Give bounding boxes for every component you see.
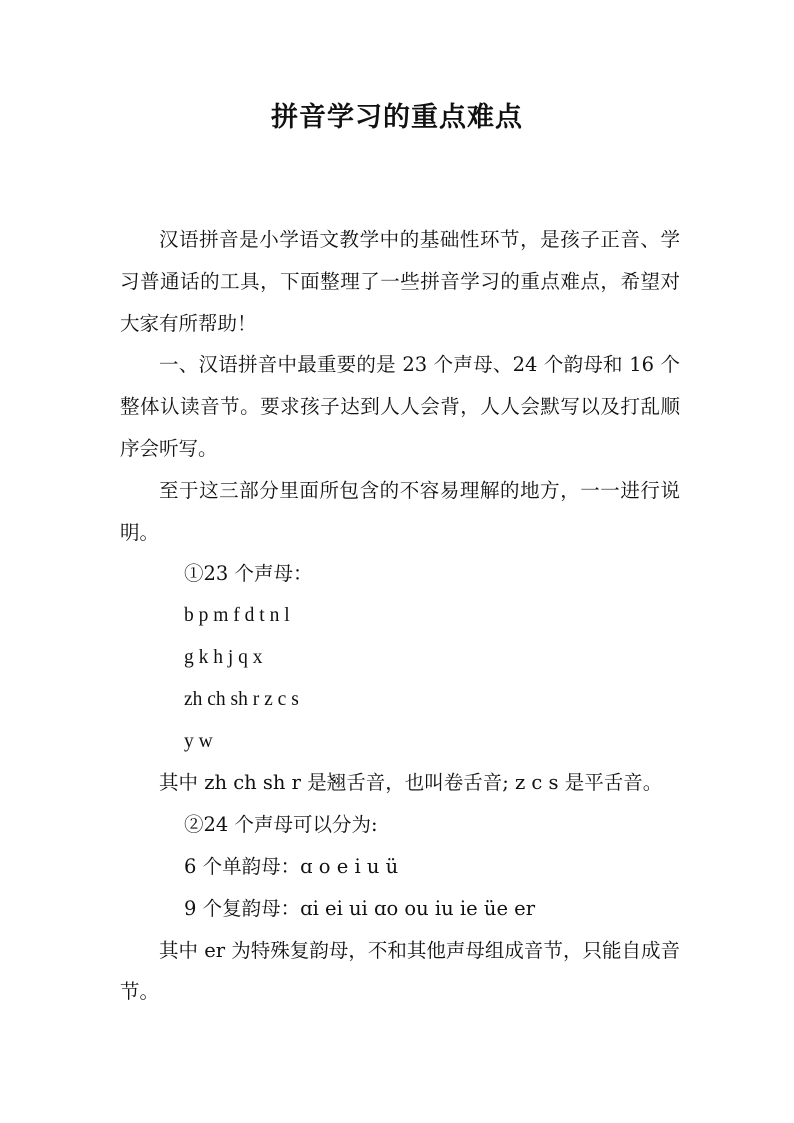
- section-one-paragraph: 一、汉语拼音中最重要的是 23 个声母、24 个韵母和 16 个整体认读音节。要求孩子达到人人会背，人人会默写以及打乱顺序会听写。: [120, 353, 680, 460]
- intro-paragraph: 汉语拼音是小学语文教学中的基础性环节，是孩子正音、学习普通话的工具，下面整理了一些拼音学习的重点难点，希望对大家有所帮助！: [120, 228, 680, 335]
- compound-finals-line: 9 个复韵母：ɑi ei ui ɑo ou iu ie üe er: [184, 896, 536, 920]
- page-title: 拼音学习的重点难点: [271, 102, 523, 133]
- initials-row-1: b p m f d t n l: [184, 605, 290, 627]
- initials-heading: ①23 个声母：: [184, 562, 313, 586]
- explanation-paragraph: 至于这三部分里面所包含的不容易理解的地方，一一进行说明。: [120, 478, 680, 544]
- initials-row-4: y w: [184, 730, 213, 752]
- initials-row-2: g k h j q x: [184, 646, 263, 668]
- simple-finals-line: 6 个单韵母：ɑ o e i u ü: [184, 854, 399, 878]
- initials-note: 其中 zh ch sh r 是翘舌音，也叫卷舌音; z c s 是平舌音。: [159, 771, 663, 795]
- initials-row-3: zh ch sh r z c s: [184, 688, 299, 710]
- document-body: [120, 219, 680, 1013]
- finals-heading: ②24 个声母可以分为:: [184, 813, 378, 837]
- er-note-paragraph: 其中 er 为特殊复韵母，不和其他声母组成音节，只能自成音节。: [120, 938, 680, 1004]
